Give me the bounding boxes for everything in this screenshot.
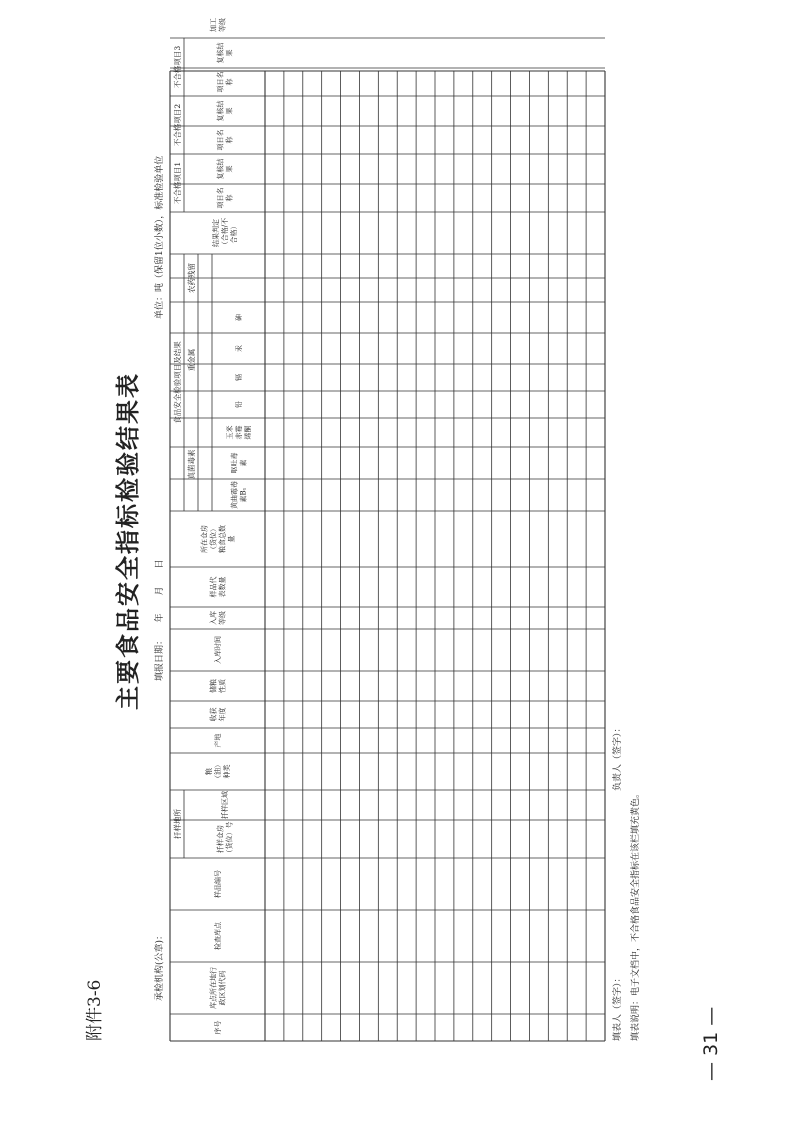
column-header-14: 素B₁ [239,487,248,503]
responsible-signature-label: 负责人（签字）： [613,723,623,791]
column-header-1: 政区划代码 [218,970,227,1006]
column-header-2: 检查库点 [214,922,222,950]
column-header-19: 汞 [235,345,243,352]
filler-signature-label: 填表人（签字）： [613,973,623,1041]
fill-instructions: 填表说明：电子文档中，不合格食品安全指标在该栏填充黄色。 [631,788,641,1041]
column-header-4: （货位）号 [225,821,234,857]
column-header-13: 量 [227,535,236,543]
column-header-29: 复核结 [216,42,225,64]
group-header-sampling_site: 扦样地所 [173,809,182,839]
column-header-9: 储粮 [209,679,218,693]
group-header-fail2: 不合格项目2 [173,103,182,147]
column-header-11: 等级 [218,611,227,625]
column-header-1: 库点所在地行 [209,967,218,1009]
column-header-16: 玉米 [226,425,234,440]
group-header-fail1: 不合格项目1 [173,161,182,205]
column-header-18: 镉 [235,374,243,381]
column-header-24: 项目名 [216,187,225,209]
column-header-5: 扦样区域 [221,791,229,819]
inspection-org-label: 承检机构(公章)： [155,930,165,1001]
column-header-25: 果 [225,165,234,173]
group-header-fail3: 不合格项目3 [173,45,182,89]
column-header-12: 样品代 [209,576,218,598]
column-header-14: 黄曲霉毒 [230,481,239,509]
column-header-6: （油） [214,761,222,782]
column-header-20: 砷 [235,314,243,321]
column-header-27: 果 [225,107,234,115]
column-header-24: 称 [225,194,234,202]
column-header-28: 称 [225,78,234,86]
report-date-label: 填报日期： 年 月 日 [155,559,165,681]
column-header-6: 种类 [223,764,231,779]
column-header-23: 合格） [230,222,238,244]
group-header-food_safety: 食品安全检验项目及结果 [173,341,182,424]
column-header-26: 称 [225,136,234,144]
column-header-9: 性质 [218,679,227,693]
column-header-29: 果 [225,49,234,57]
column-header-13: 所在仓房 [200,525,209,553]
column-header-15: 呕吐毒 [230,452,239,474]
column-header-15: 素 [239,459,248,467]
unit-note: 单位：吨（保留1位小数），标准检验单位 [155,155,165,319]
column-header-23: （合格/不 [221,217,229,249]
column-header-30: 加工 [209,18,218,32]
group-header-heavy_metal: 重金属 [187,348,196,372]
column-header-12: 表数量 [218,576,227,598]
column-header-25: 复核结 [216,158,225,180]
column-header-23: 结果判定 [212,219,220,247]
column-header-6: 粮 [205,768,213,775]
column-header-4: 扦样仓房 [216,825,225,853]
column-header-16: 赤霉 [235,425,243,440]
column-header-8: 收获 [209,707,218,722]
group-header-mycotoxin: 真菌毒素 [187,449,196,480]
column-header-17: 铅 [235,401,243,408]
column-header-8: 年度 [218,707,227,722]
page-title: 主要食品安全指标检验结果表 [113,372,142,710]
column-header-7: 产地 [214,733,222,748]
group-header-pesticide: 农药残留 [187,263,196,293]
column-header-10: 入库时间 [214,636,222,664]
column-header-11: 入库 [209,611,218,625]
column-header-13: （货位） [209,525,218,553]
column-header-30: 等级 [218,18,227,32]
column-header-0: 序号 [214,1020,222,1035]
column-header-16: 烯酮 [244,425,252,440]
column-header-26: 项目名 [216,129,225,151]
column-header-13: 粮食总数 [218,525,227,553]
page-number: — 31 — [700,1006,722,1081]
column-header-28: 项目名 [216,71,225,93]
annex-label: 附件3-6 [85,979,105,1041]
column-header-3: 样品编号 [214,870,222,898]
column-header-27: 复核结 [216,100,225,122]
